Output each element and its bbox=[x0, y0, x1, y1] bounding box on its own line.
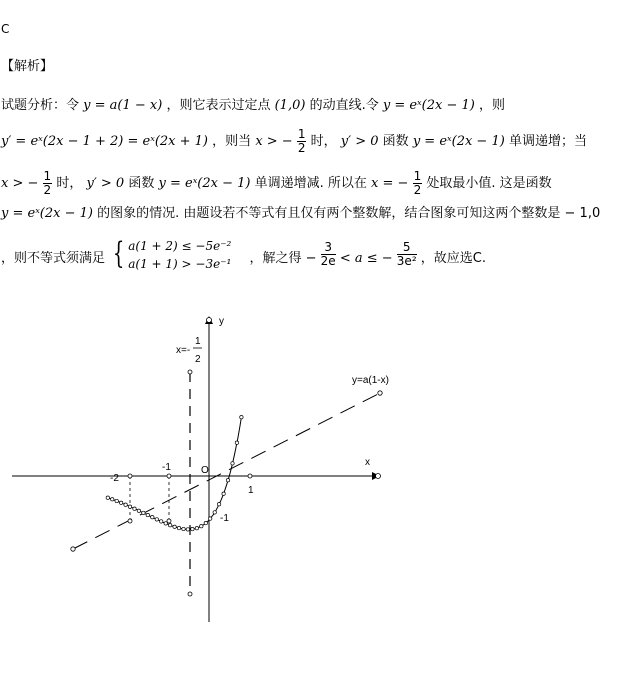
vline-label-num: 1 bbox=[195, 336, 201, 347]
l3-text-b: 函数 bbox=[128, 176, 155, 191]
l5-text-b: ，解之得 − bbox=[249, 251, 317, 266]
curve-point bbox=[115, 499, 118, 502]
l2-fraction-half: $\frac{1}{2}$ bbox=[297, 127, 306, 155]
curve-point bbox=[240, 416, 243, 419]
curve-point bbox=[195, 527, 198, 530]
l3-inequality: x > − bbox=[1, 176, 39, 191]
curve-point bbox=[217, 503, 220, 506]
curve-point bbox=[235, 441, 238, 444]
l2-inequality: x > − bbox=[255, 134, 293, 149]
l3-text-c: 单调递增减. 所以在 bbox=[254, 176, 367, 191]
curve-point bbox=[106, 496, 109, 499]
l1-text-d: ，则 bbox=[478, 98, 505, 113]
curve-point bbox=[111, 498, 114, 501]
system-brace: { bbox=[112, 236, 125, 271]
vline-label-prefix: x=- bbox=[176, 345, 191, 356]
l2-text-d: 单调递增；当 bbox=[508, 134, 587, 149]
tick-label-neg2: -2 bbox=[110, 473, 119, 484]
curve-point bbox=[137, 509, 140, 512]
line-left-point bbox=[71, 547, 75, 551]
y-axis-label: y bbox=[219, 316, 224, 327]
origin-label: O bbox=[201, 465, 209, 476]
result-middle: < a ≤ − bbox=[339, 251, 393, 266]
l1-text-b: ，则它表示过定点 bbox=[166, 98, 271, 113]
l3-yprime: y′ > 0 bbox=[86, 176, 125, 191]
curve-point bbox=[119, 501, 122, 504]
vline-label-den: 2 bbox=[195, 354, 201, 365]
y-axis-end-point bbox=[207, 318, 212, 323]
l1-text-a: 试题分析：令 bbox=[1, 98, 80, 113]
line-right-point bbox=[378, 391, 382, 395]
system-row-1: a(1 + 2) ≤ −5e⁻² bbox=[128, 239, 232, 253]
curve-point bbox=[186, 528, 189, 531]
curve-point bbox=[209, 517, 212, 520]
l1-equation-curve: y = eˣ(2x − 1) bbox=[382, 98, 475, 113]
curve-point bbox=[168, 524, 171, 527]
l4-function: y = eˣ(2x − 1) bbox=[1, 206, 93, 221]
l2-function: y = eˣ(2x − 1) bbox=[412, 134, 505, 149]
l1-equation-line: y = a(1 − x) bbox=[83, 98, 163, 113]
l3-text-d: 处取最小值. 这是函数 bbox=[426, 176, 552, 191]
tick-label-pos1: 1 bbox=[248, 485, 254, 496]
curve-point bbox=[160, 520, 163, 523]
vline-top-point bbox=[188, 370, 192, 374]
tick-label-y-neg1: -1 bbox=[220, 513, 229, 524]
line-equation-label: y=a(1-x) bbox=[352, 375, 389, 386]
vline-bottom-point bbox=[188, 592, 192, 596]
l5-text-c: ，故应选C. bbox=[420, 251, 486, 266]
curve-point bbox=[177, 526, 180, 529]
helper-point-neg2 bbox=[128, 519, 132, 523]
curve-point bbox=[191, 527, 194, 530]
tick-label-neg1: -1 bbox=[162, 462, 171, 473]
curve-point bbox=[213, 511, 216, 514]
curve-point bbox=[222, 492, 225, 495]
curve-point bbox=[128, 505, 131, 508]
result-fraction-lower: $\frac{3}{2e}$ bbox=[320, 240, 336, 268]
l1-text-c: 的动直线.令 bbox=[309, 98, 379, 113]
curve-point bbox=[133, 507, 136, 510]
l3-fraction-half: $\frac{1}{2}$ bbox=[43, 169, 52, 197]
x-axis-label: x bbox=[365, 457, 370, 468]
l3-function: y = eˣ(2x − 1) bbox=[158, 176, 251, 191]
curve-point bbox=[151, 516, 154, 519]
dynamic-line bbox=[73, 393, 380, 549]
curve-point bbox=[142, 511, 145, 514]
l3-at-x: x = − bbox=[371, 176, 409, 191]
l2-yprime: y′ > 0 bbox=[340, 134, 379, 149]
curve-point bbox=[164, 522, 167, 525]
section-title: 【解析】 bbox=[1, 59, 54, 74]
curve-point bbox=[155, 518, 158, 521]
l2-text-c: 函数 bbox=[382, 134, 409, 149]
l2-text-a: ，则当 bbox=[212, 134, 252, 149]
curve-point bbox=[124, 503, 127, 506]
l1-fixed-point: (1,0) bbox=[274, 98, 306, 113]
curve-point bbox=[204, 521, 207, 524]
tick-x-neg2-point bbox=[128, 474, 132, 478]
helper-point-neg1 bbox=[167, 519, 171, 523]
curve-point bbox=[173, 525, 176, 528]
curve-point bbox=[182, 527, 185, 530]
l3-fraction-half-2: $\frac{1}{2}$ bbox=[413, 169, 422, 197]
curve-point bbox=[231, 462, 234, 465]
curve-point bbox=[226, 479, 229, 482]
curve-point bbox=[200, 525, 203, 528]
tick-x-neg1-point bbox=[167, 474, 171, 478]
l2-text-b: 时， bbox=[310, 134, 337, 149]
l4-text: 的图象的情况. 由题设若不等式有且仅有两个整数解，结合图象可知这两个整数是 − 1,0 bbox=[97, 206, 601, 221]
x-axis-end-point bbox=[376, 474, 381, 479]
curve-point bbox=[146, 513, 149, 516]
l5-text-a: ，则不等式须满足 bbox=[1, 251, 106, 266]
answer-text: C bbox=[1, 22, 10, 36]
tick-x-1-point bbox=[248, 474, 252, 478]
l3-text-a: 时， bbox=[56, 176, 83, 191]
system-row-2: a(1 + 1) > −3e⁻¹ bbox=[128, 257, 232, 271]
l2-derivative: y′ = eˣ(2x − 1 + 2) = eˣ(2x + 1) bbox=[1, 134, 209, 149]
result-fraction-upper: $\frac{5}{\text{3e²}}$ bbox=[396, 240, 417, 268]
